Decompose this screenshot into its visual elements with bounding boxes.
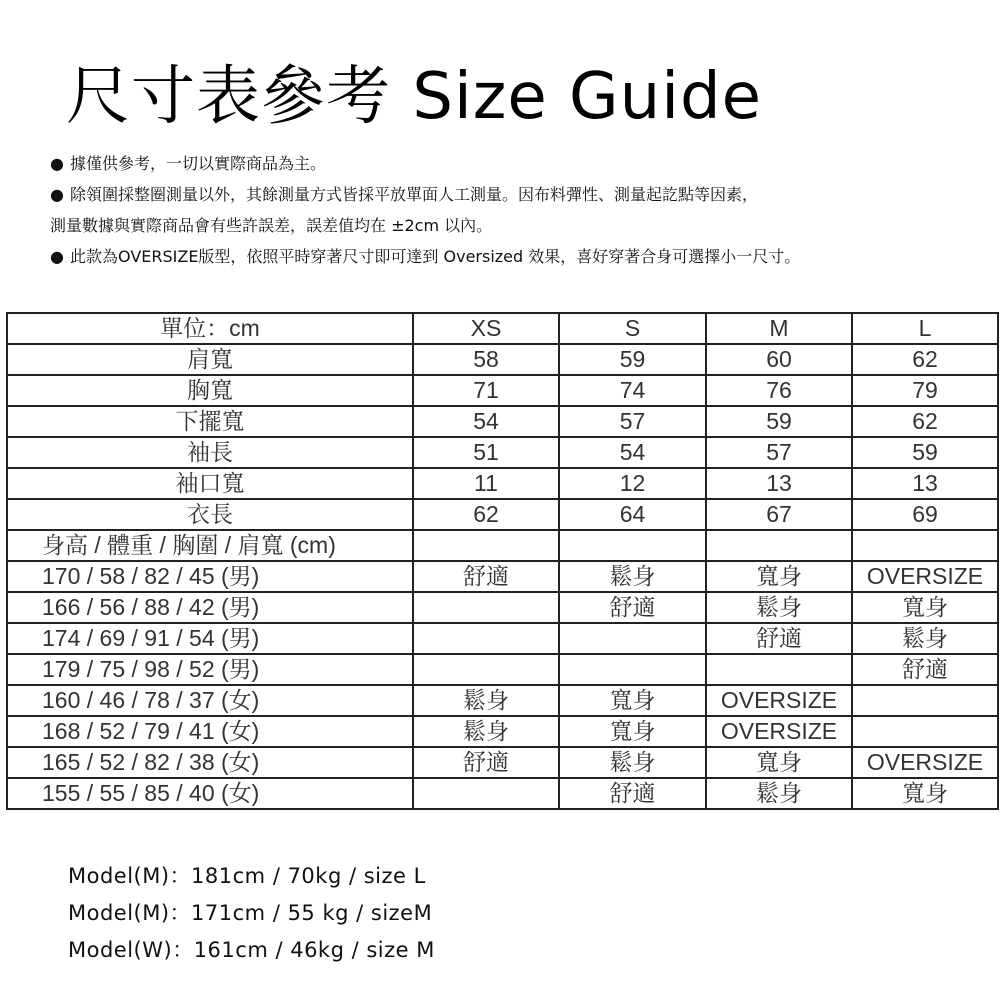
table-row bbox=[7, 499, 998, 530]
table-row bbox=[7, 344, 998, 375]
table-row bbox=[7, 623, 998, 654]
table-row bbox=[7, 654, 998, 685]
size-cell bbox=[413, 654, 559, 685]
note-text: 據僅供參考，一切以實際商品為主。 bbox=[70, 154, 327, 173]
size-cell: 舒適 bbox=[559, 592, 706, 623]
row-label-cell: 160 / 46 / 78 / 37 (女) bbox=[7, 685, 413, 716]
size-cell: M bbox=[706, 313, 852, 344]
empty-cell bbox=[559, 530, 706, 561]
size-cell: 62 bbox=[852, 406, 998, 437]
note-text: 此款為OVERSIZE版型，依照平時穿著尺寸即可達到 Oversized 效果，喜好穿著合身可選擇小一尺寸。 bbox=[70, 247, 801, 266]
row-label-cell: 166 / 56 / 88 / 42 (男) bbox=[7, 592, 413, 623]
note-line bbox=[50, 210, 980, 241]
size-cell: S bbox=[559, 313, 706, 344]
size-cell: 54 bbox=[559, 437, 706, 468]
size-cell: 舒適 bbox=[413, 561, 559, 592]
size-cell: 寬身 bbox=[852, 778, 998, 809]
size-cell: 舒適 bbox=[413, 747, 559, 778]
size-cell: 64 bbox=[559, 499, 706, 530]
row-label-cell: 179 / 75 / 98 / 52 (男) bbox=[7, 654, 413, 685]
size-cell: 74 bbox=[559, 375, 706, 406]
size-cell: 59 bbox=[706, 406, 852, 437]
row-label-cell: 155 / 55 / 85 / 40 (女) bbox=[7, 778, 413, 809]
size-cell: 舒適 bbox=[852, 654, 998, 685]
row-label-cell: 170 / 58 / 82 / 45 (男) bbox=[7, 561, 413, 592]
size-cell: 51 bbox=[413, 437, 559, 468]
note-line bbox=[50, 148, 980, 179]
model-line: Model(M)：171cm / 55 kg / sizeM bbox=[68, 901, 433, 925]
size-cell: 鬆身 bbox=[706, 778, 852, 809]
size-cell: 13 bbox=[706, 468, 852, 499]
empty-cell bbox=[706, 530, 852, 561]
size-cell: 59 bbox=[559, 344, 706, 375]
size-cell bbox=[852, 716, 998, 747]
size-cell bbox=[852, 685, 998, 716]
size-cell bbox=[559, 654, 706, 685]
row-label-cell: 袖口寬 bbox=[7, 468, 413, 499]
size-cell: 69 bbox=[852, 499, 998, 530]
model-line: Model(W)：161cm / 46kg / size M bbox=[68, 938, 435, 962]
size-cell: 鬆身 bbox=[559, 561, 706, 592]
table-row bbox=[7, 375, 998, 406]
table-row bbox=[7, 747, 998, 778]
row-label-cell: 168 / 52 / 79 / 41 (女) bbox=[7, 716, 413, 747]
page-title: 尺寸表參考 Size Guide bbox=[66, 60, 762, 134]
size-cell: 寬身 bbox=[706, 747, 852, 778]
size-cell: 57 bbox=[706, 437, 852, 468]
size-cell: 鬆身 bbox=[413, 685, 559, 716]
row-label-cell: 胸寬 bbox=[7, 375, 413, 406]
size-cell: 58 bbox=[413, 344, 559, 375]
size-cell: 79 bbox=[852, 375, 998, 406]
table-row bbox=[7, 561, 998, 592]
size-cell: 舒適 bbox=[706, 623, 852, 654]
table-header-row bbox=[7, 313, 998, 344]
size-cell: 60 bbox=[706, 344, 852, 375]
bullet-icon: ● bbox=[50, 154, 64, 173]
size-table-body bbox=[7, 313, 998, 809]
size-cell: 鬆身 bbox=[413, 716, 559, 747]
empty-cell bbox=[852, 530, 998, 561]
note-line bbox=[50, 179, 980, 210]
size-cell: 13 bbox=[852, 468, 998, 499]
row-label-cell: 袖長 bbox=[7, 437, 413, 468]
table-row bbox=[7, 685, 998, 716]
size-cell: 12 bbox=[559, 468, 706, 499]
size-cell bbox=[413, 778, 559, 809]
size-cell: 76 bbox=[706, 375, 852, 406]
size-cell: 寬身 bbox=[559, 685, 706, 716]
model-line: Model(M)：181cm / 70kg / size L bbox=[68, 864, 426, 888]
note-line bbox=[50, 241, 980, 272]
size-cell bbox=[706, 654, 852, 685]
size-cell: 59 bbox=[852, 437, 998, 468]
size-cell: OVERSIZE bbox=[706, 685, 852, 716]
size-cell: 71 bbox=[413, 375, 559, 406]
size-cell: 67 bbox=[706, 499, 852, 530]
size-cell bbox=[559, 623, 706, 654]
model-info bbox=[68, 858, 435, 969]
table-row bbox=[7, 716, 998, 747]
size-cell bbox=[413, 623, 559, 654]
note-text: 測量數據與實際商品會有些許誤差，誤差值均在 ±2cm 以內。 bbox=[50, 216, 493, 235]
row-label-cell: 165 / 52 / 82 / 38 (女) bbox=[7, 747, 413, 778]
size-cell: OVERSIZE bbox=[852, 561, 998, 592]
row-label-cell: 肩寬 bbox=[7, 344, 413, 375]
size-cell: 62 bbox=[852, 344, 998, 375]
size-cell: 舒適 bbox=[559, 778, 706, 809]
table-row bbox=[7, 592, 998, 623]
table-row bbox=[7, 437, 998, 468]
size-cell: OVERSIZE bbox=[852, 747, 998, 778]
row-label-cell: 衣長 bbox=[7, 499, 413, 530]
row-label-cell: 下擺寬 bbox=[7, 406, 413, 437]
empty-cell bbox=[413, 530, 559, 561]
size-cell: 鬆身 bbox=[852, 623, 998, 654]
fit-header-row bbox=[7, 530, 998, 561]
size-cell: 57 bbox=[559, 406, 706, 437]
notes-block bbox=[50, 148, 980, 272]
size-cell: 寬身 bbox=[559, 716, 706, 747]
size-cell: 鬆身 bbox=[559, 747, 706, 778]
size-cell: 62 bbox=[413, 499, 559, 530]
size-cell: 鬆身 bbox=[706, 592, 852, 623]
size-cell: 寬身 bbox=[706, 561, 852, 592]
size-cell bbox=[413, 592, 559, 623]
fit-header-cell: 身高 / 體重 / 胸圍 / 肩寬 (cm) bbox=[7, 530, 413, 561]
size-cell: 54 bbox=[413, 406, 559, 437]
size-cell: XS bbox=[413, 313, 559, 344]
row-label-cell: 單位：cm bbox=[7, 313, 413, 344]
size-cell: L bbox=[852, 313, 998, 344]
table-row bbox=[7, 468, 998, 499]
size-cell: 11 bbox=[413, 468, 559, 499]
size-table bbox=[6, 312, 999, 810]
size-cell: OVERSIZE bbox=[706, 716, 852, 747]
bullet-icon: ● bbox=[50, 185, 64, 204]
table-row bbox=[7, 778, 998, 809]
table-row bbox=[7, 406, 998, 437]
note-text: 除領圍採整圈測量以外，其餘測量方式皆採平放單面人工測量。因布料彈性、測量起訖點等因素， bbox=[70, 185, 759, 204]
bullet-icon: ● bbox=[50, 247, 64, 266]
size-cell: 寬身 bbox=[852, 592, 998, 623]
row-label-cell: 174 / 69 / 91 / 54 (男) bbox=[7, 623, 413, 654]
